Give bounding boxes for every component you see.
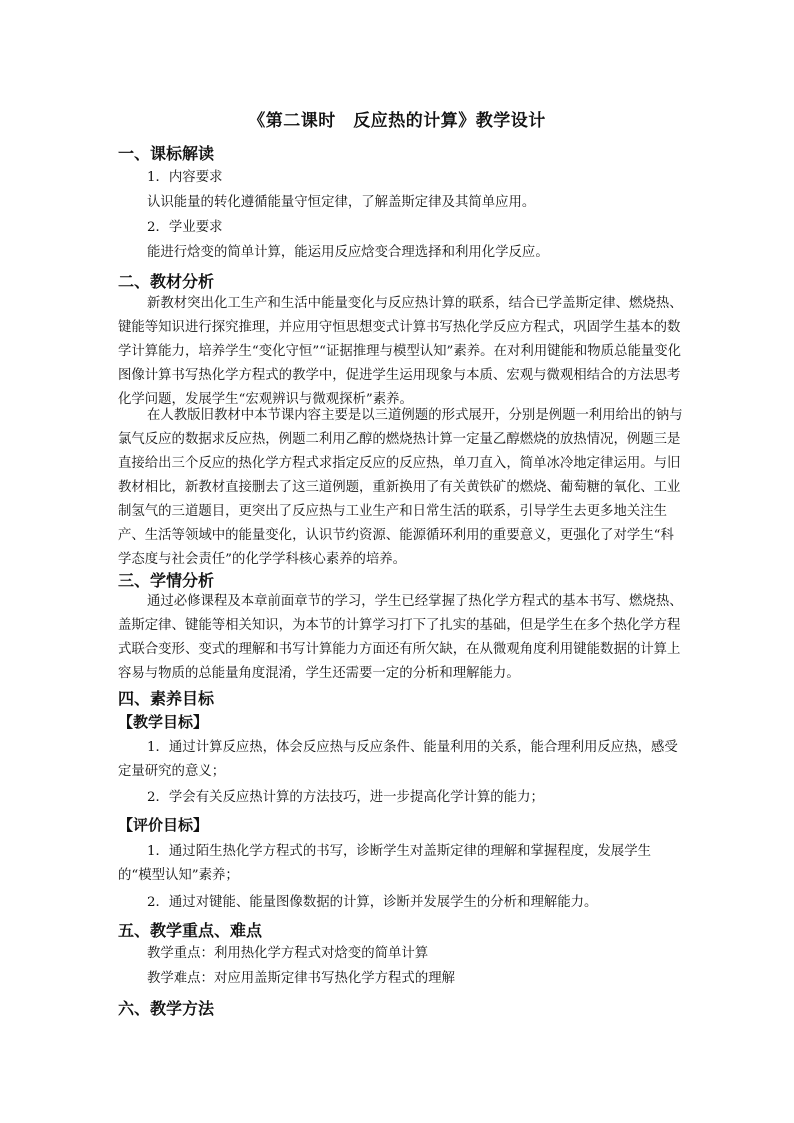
difficulty-text: 教学难点：对应用盖斯定律书写热化学方程式的理解 [147, 971, 455, 986]
evaluation-goal-2: 2．通过对键能、能量图像数据的计算，诊断并发展学生的分析和理解能力。 [147, 895, 598, 910]
textbook-paragraph-2: 在人教版旧教材中本节课内容主要是以三道例题的形式展开，分别是例题一利用给出的钠与氯气反应的数据求反应热，例题二利用乙醇的燃烧热计算一定量乙醇燃烧的放热情况，例题三是直接给出三个反应的热化学方程式求指定反应的反应热，单刀直入，简单冰冷地定律运用。与旧教材相比，新教材直接删去了这三道例题，重新换用了有关黄铁矿的燃烧、葡萄糖的氧化、工业制氢气的三道题目，更突出了反应热与工业生产和日常生活的联系，引导学生去更多地关注生产、生活等领域中的能量变化，认识节约资源、能源循环利用的重要意义，更强化了对学生“科学态度与社会责任”的化学学科核心素养的培养。 [118, 408, 683, 567]
content-requirement-label: 1．内容要求 [147, 170, 223, 185]
section-heading-methods: 六、教学方法 [118, 999, 215, 1018]
document-title: 《第二课时 反应热的计算》教学设计 [248, 111, 546, 131]
key-point-text: 教学重点：利用热化学方程式对焓变的简单计算 [147, 946, 429, 961]
textbook-paragraph-1: 新教材突出化工生产和生活中能量变化与反应热计算的联系，结合已学盖斯定律、燃烧热、键能等知识进行探究推理，并应用守恒思想变式计算书写热化学反应方程式，巩固学生基本的数学计算能力，培养学生“变化守恒”“证据推理与模型认知”素养。在对利用键能和物质总能量变化图像计算书写热化学方程式的教学中，促进学生运用现象与本质、宏观与微观相结合的方法思考化学问题，发展学生“宏观辨识与微观探析”素养。 [118, 296, 683, 407]
student-analysis-paragraph: 通过必修课程及本章前面章节的学习，学生已经掌握了热化学方程式的基本书写、燃烧热、盖斯定律、键能等相关知识，为本节的计算学习打下了扎实的基础，但是学生在多个热化学方程式联合变形、变式的理解和书写计算能力方面还有所欠缺，在从微观角度利用键能数据的计算上容易与物质的总能量角度混淆，学生还需要一定的分析和理解能力。 [118, 594, 683, 681]
evaluation-goals-label: 【评价目标】 [118, 816, 209, 834]
section-heading-goals: 四、素养目标 [118, 689, 215, 708]
section-heading-textbook: 二、教材分析 [118, 272, 215, 291]
teaching-goal-1: 1．通过计算反应热，体会反应热与反应条件、能量利用的关系，能合理利用反应热，感受定量研究的意义； [118, 740, 678, 779]
academic-requirement-text: 能进行焓变的简单计算，能运用反应焓变合理选择和利用化学反应。 [147, 245, 549, 260]
content-requirement-text: 认识能量的转化遵循能量守恒定律，了解盖斯定律及其简单应用。 [147, 195, 536, 210]
teaching-goal-2: 2．学会有关反应热计算的方法技巧，进一步提高化学计算的能力； [147, 790, 544, 805]
evaluation-goal-1: 1．通过陌生热化学方程式的书写，诊断学生对盖斯定律的理解和掌握程度，发展学生的“模型认知”素养； [118, 844, 651, 883]
section-heading-key-points: 五、教学重点、难点 [118, 921, 263, 940]
teaching-goals-label: 【教学目标】 [118, 713, 209, 731]
section-heading-curriculum: 一、课标解读 [118, 144, 215, 163]
section-heading-student-analysis: 三、学情分析 [118, 571, 215, 590]
academic-requirement-label: 2．学业要求 [147, 220, 223, 235]
